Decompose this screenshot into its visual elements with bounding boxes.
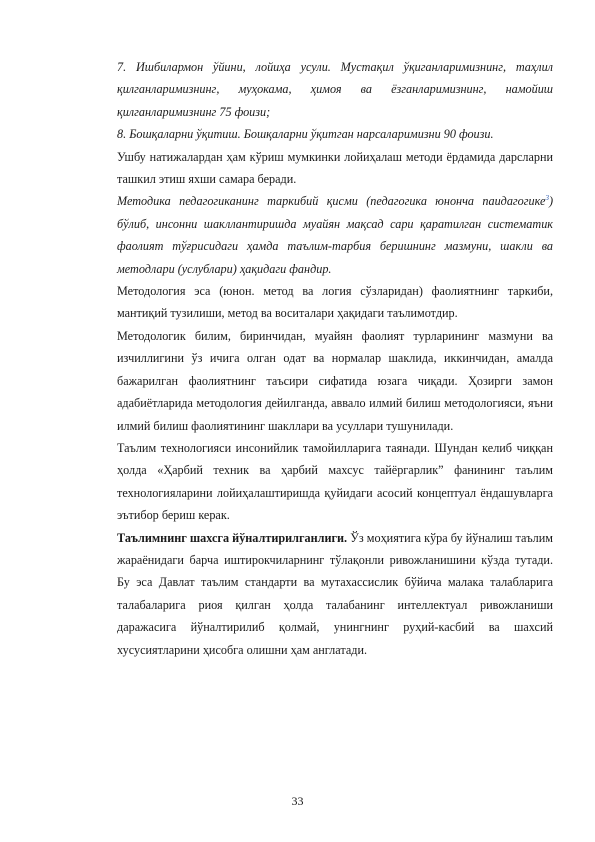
paragraph-text: Таълим технологияси инсонийлик тамойилларига таянади. Шундан келиб чиққан ҳолда «Ҳарбий техник ва ҳарбий махсус тайёргарлик” фанининг таълим технологияларини лойиҳалаштиришда қуйидаги асосий концептуал ёндашувларга эътибор бериш керак.: [117, 440, 553, 523]
paragraph-text: ) бўлиб, инсонни шакллантиришда муайян мақсад сари қаратилган систематик фаолият тўғрисидаги ҳамда таълим-тарбия беришнинг мазмуни, шакли ва методлари (услублари) ҳақидаги фандир.: [117, 194, 553, 276]
paragraph-text: Ушбу натижалардан ҳам кўриш мумкинки лойиҳалаш методи ёрдамида дарсларни ташкил этиш яхши самара беради.: [117, 149, 553, 187]
paragraph-business-game: [117, 56, 553, 123]
paragraph-text: 7. Ишбилармон ўйини, лойиҳа усули. Мустақил ўқиганларимизнинг, таҳлил қилганларимизнинг, муҳокама, ҳимоя ва ёзганларимизнинг, намойиш қилганларимизнинг 75 фоизи;: [117, 60, 553, 119]
paragraph-teaching-others: [117, 123, 553, 145]
paragraph-methodics-definition: [117, 190, 553, 280]
paragraph-heading: Таълимнинг шахсга йўналтирилганлиги.: [117, 530, 348, 545]
paragraph-text: Методологик билим, биринчидан, муайян фаолият турларининг мазмуни ва изчиллигини ўз ичига олган одат ва нормалар шаклида, иккинчидан, амалда бажарилган фаолиятнинг таъсири сифатида юзага чиқади. Ҳозирги замон адабиётларида методология дейилганда, аввало илмий билиш методологияси, яъни илмий билиш фаолиятининг шакллари ва усуллари тушунилади.: [117, 328, 553, 433]
paragraph-text: Методология эса (юнон. метод ва логия сўзларидан) фаолиятнинг таркиби, мантиқий тузилиши, метод ва воситалари ҳақидаги таълимотдир.: [117, 284, 553, 321]
paragraph-text: Ўз моҳиятига кўра бу йўналиш таълим жараёнидаги барча иштирокчиларнинг тўлақонли ривожланишини кўзда тутади. Бу эса Давлат таълим стандарти ва мутахассислик бўйича малака талабларига талабаларига риоя қилган ҳолда талабанинг интеллектуал ривожланиши даражасига йўналтирилиб қолмай, унингнинг руҳий-касбий ва шахсий хусусиятларини ҳисобга олишни ҳам англатади.: [117, 530, 553, 657]
footnote-ref[interactable]: 3: [545, 194, 549, 203]
paragraph-text: Методика педагогиканинг таркибий қисми (педагогика юнонча паидагогике: [117, 194, 546, 209]
paragraph-person-oriented: [117, 527, 553, 661]
paragraph-results: [117, 146, 553, 191]
paragraph-methodological-knowledge: [117, 325, 553, 437]
page-body: [117, 56, 553, 661]
paragraph-education-technology: [117, 437, 553, 527]
paragraph-methodology-definition: [117, 280, 553, 325]
page-number: 33: [291, 794, 304, 808]
paragraph-text: 8. Бошқаларни ўқитиш. Бошқаларни ўқитган нарсаларимизни 90 фоизи.: [117, 127, 494, 142]
